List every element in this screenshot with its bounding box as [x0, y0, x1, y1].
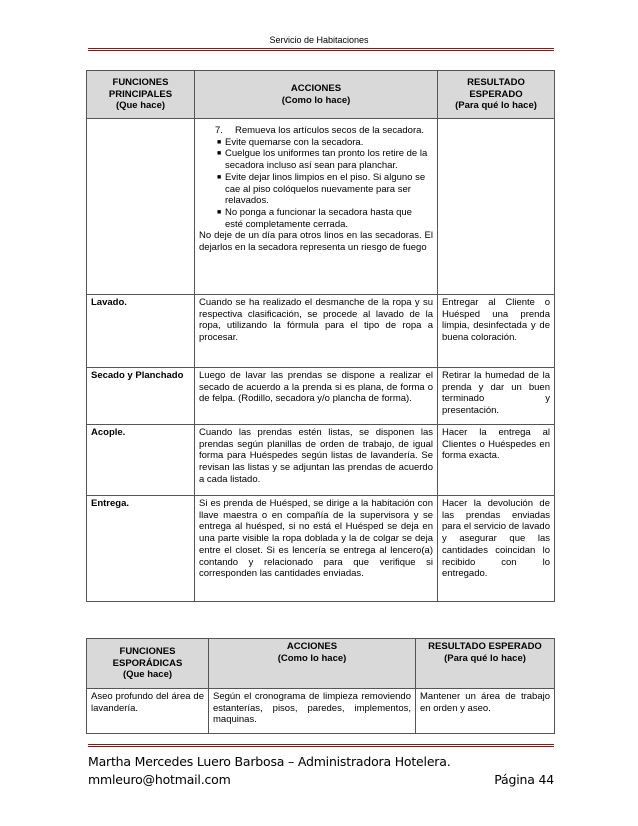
header-funciones-line1: FUNCIONES [119, 645, 176, 657]
header-acciones-sub: (Como lo hace) [277, 652, 347, 664]
table-row-continuation [87, 119, 555, 295]
table-row [87, 425, 555, 496]
square-bullet-icon: ■ [217, 208, 222, 216]
header-funciones [87, 71, 195, 119]
table-row [87, 496, 555, 602]
footer-rule [88, 744, 554, 747]
square-bullet-icon: ■ [217, 173, 222, 181]
header-funciones-line2: PRINCIPALES [108, 88, 173, 100]
cell-resultado: Hacer la entrega al Clientes o Huéspedes en forma exacta. [438, 425, 555, 496]
header-resultado-line1: RESULTADO [467, 76, 525, 88]
header-resultado-sub: (Para qué lo hace) [444, 652, 526, 664]
table-header-row [87, 71, 555, 119]
cell-resultado: Entregar al Cliente o Huésped una prenda limpia, desinfectada y de buena coloración. [438, 295, 555, 368]
footer-author [88, 754, 554, 769]
footer-author-text: Martha Mercedes Luero Barbosa – Administradora Hotelera. [88, 754, 451, 769]
main-functions-table [86, 70, 555, 602]
footer-page-number: Página 44 [494, 772, 554, 787]
bullet-text: No ponga a funcionar la secadora hasta que esté completamente cerrada. [225, 206, 412, 230]
header-funciones-esporadicas [87, 639, 209, 689]
bullet-text: Evite quemarse con la secadora. [225, 136, 364, 148]
step-number: 7. [215, 125, 223, 136]
steps-list [199, 125, 433, 230]
step-text: Remueva los artículos secos de la secadora. [235, 125, 425, 136]
header-resultado [438, 71, 555, 119]
bullet-text: Evite dejar linos limpios en el piso. Si alguno se cae al piso colóquelos nuevamente para ser relavados. [225, 171, 426, 207]
cell-accion: Cuando las prendas estén listas, se disponen las prendas según planillas de orden de trabajo, de igual forma para Huéspedes según listas de lavandería. Se revisan las listas y se adjuntan las prendas de acuerdo a cada listado. [195, 425, 438, 496]
header-resultado-line2: ESPERADO [469, 88, 523, 100]
cell-continuation-actions [195, 119, 438, 295]
cell-accion: Luego de lavar las prendas se dispone a realizar el secado de acuerdo a la prenda si es plana, de forma o de felpa. (Rodillo, secadora y/o plancha de forma). [195, 368, 438, 425]
header-acciones-title: ACCIONES [286, 641, 338, 652]
sporadic-functions-table [86, 638, 555, 734]
footer-email: mmleuro@hotmail.com [88, 772, 231, 787]
list-item [199, 207, 429, 230]
square-bullet-icon: ■ [217, 138, 222, 146]
header-rule [88, 48, 554, 51]
header-resultado-title: RESULTADO ESPERADO [428, 641, 542, 652]
cell-accion: Si es prenda de Huésped, se dirige a la habitación con llave maestra o en compañía de la supervisora y se entrega al huésped, si no está el Huésped se deja en una parte visible la ropa doblada y la de colgar se deja entre el closet. Si es lencería se entrega al lencero(a) contando y relacionado para que verifique si corresponden las cantidades enviadas. [195, 496, 438, 602]
header-resultado [416, 639, 555, 689]
page-header: Servicio de Habitaciones [269, 35, 369, 45]
table-row [87, 689, 555, 734]
list-item [199, 148, 429, 171]
header-acciones [209, 639, 416, 689]
square-bullet-icon: ■ [217, 150, 222, 158]
footer-contact [88, 772, 554, 787]
cell-funcion: Aseo profundo del área de lavandería. [87, 689, 209, 734]
list-item [199, 172, 429, 207]
bullet-text: Cuelgue los uniformes tan pronto los retire de la secadora incluso así sean para planchar. [225, 148, 428, 172]
closing-text: No deje de un día para otros linos en las secadoras. El dejarlos en la secadora representa un riesgo de fuego [199, 230, 433, 254]
cell-resultado: Mantener un área de trabajo en orden y aseo. [416, 689, 555, 734]
header-funciones-line1: FUNCIONES [112, 76, 169, 88]
cell-accion: Según el cronograma de limpieza removiendo estanterías, pisos, paredes, implementos, maquinas. [209, 689, 416, 734]
cell-empty [87, 119, 195, 295]
cell-empty [438, 119, 555, 295]
cell-funcion: Lavado. [87, 295, 195, 368]
header-funciones-line2: ESPORÁDICAS [112, 657, 183, 669]
header-acciones-title: ACCIONES [290, 82, 342, 94]
list-item [199, 125, 429, 137]
table-row [87, 368, 555, 425]
list-item [199, 137, 429, 149]
header-funciones-sub: (Que hace) [122, 669, 173, 681]
table-row [87, 295, 555, 368]
cell-funcion: Entrega. [87, 496, 195, 602]
header-resultado-sub: (Para qué lo hace) [455, 100, 537, 112]
header-acciones-sub: (Como lo hace) [281, 94, 351, 106]
header-funciones-sub: (Que hace) [115, 100, 166, 112]
cell-accion: Cuando se ha realizado el desmanche de la ropa y su respectiva clasificación, se procede al lavado de la ropa, utilizando la fórmula para el tipo de ropa a procesar. [195, 295, 438, 368]
cell-resultado: Hacer la devolución de las prendas enviadas para el servicio de lavado y asegurar que las cantidades coincidan lo recibido con lo entregado. [438, 496, 555, 602]
cell-funcion: Secado y Planchado [87, 368, 195, 425]
header-acciones [195, 71, 438, 119]
cell-resultado: Retirar la humedad de la prenda y dar un buen terminado y presentación. [438, 368, 555, 425]
table-header-row [87, 639, 555, 689]
cell-funcion: Acople. [87, 425, 195, 496]
